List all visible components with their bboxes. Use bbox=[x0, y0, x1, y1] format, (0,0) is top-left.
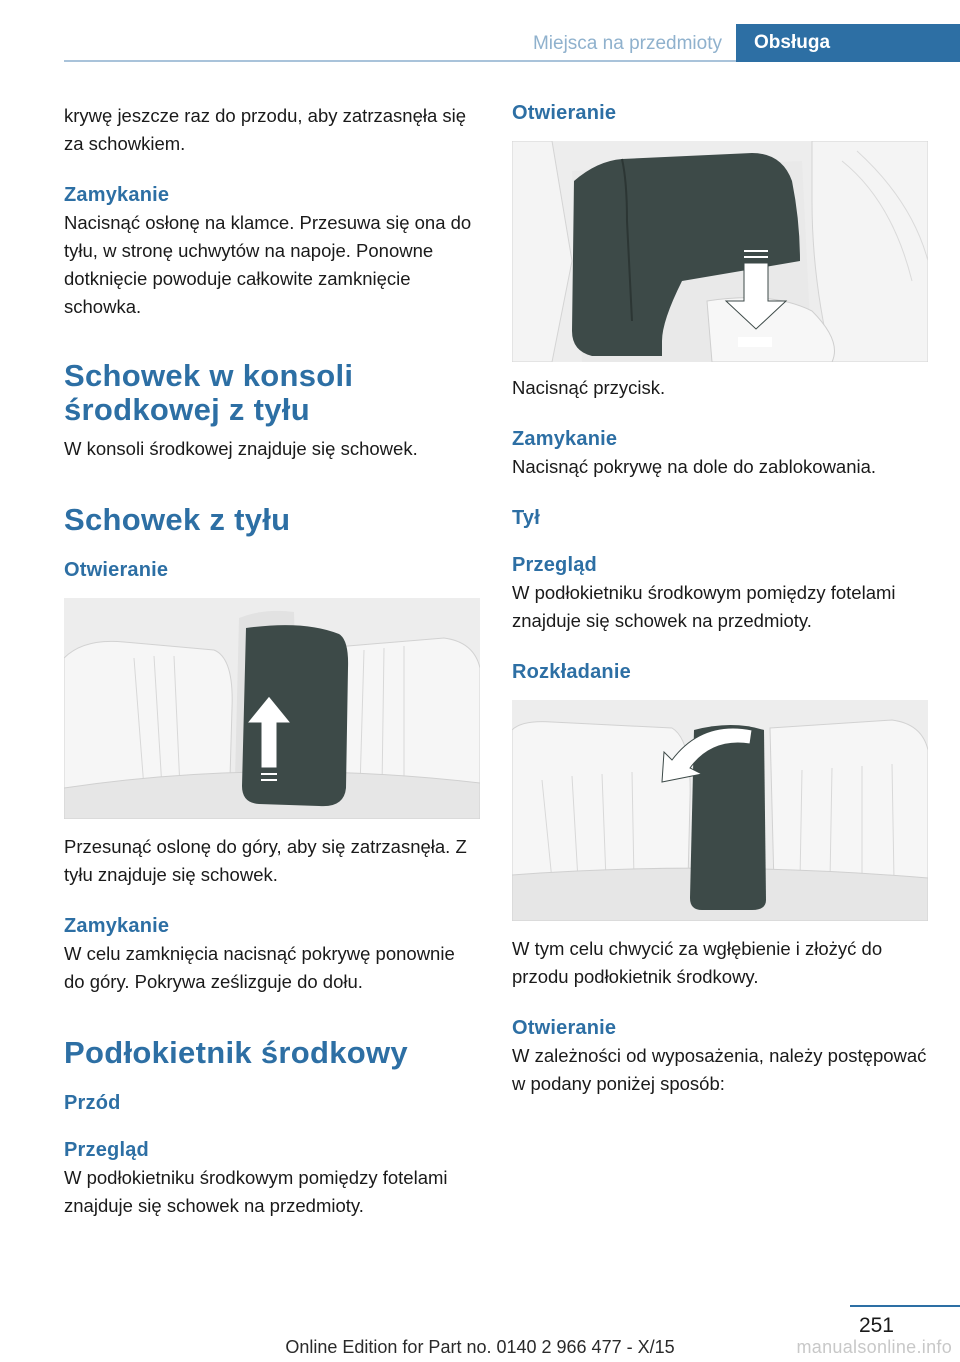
header-section-label: Miejsca na przedmioty bbox=[532, 33, 722, 54]
watermark: manualsonline.info bbox=[796, 1337, 952, 1357]
opening-paragraph-3: W zależności od wyposażenia, należy postępować w podany poniżej sposób: bbox=[512, 1045, 927, 1094]
closing-paragraph-2: W celu zamknięcia nacisnąć pokrywę ponownie do góry. Pokrywa ześlizguje do dołu. bbox=[64, 943, 455, 992]
closing-heading-3: Zamykanie bbox=[512, 428, 618, 450]
overview-heading-2: Przegląd bbox=[512, 554, 597, 576]
heading-rear-storage: Schowek z tyłu bbox=[64, 502, 291, 537]
closing-heading-2: Zamykanie bbox=[64, 915, 170, 937]
press-button-paragraph: Nacisnąć przycisk. bbox=[512, 377, 666, 398]
left-column bbox=[64, 102, 480, 1220]
overview-heading-1: Przegląd bbox=[64, 1139, 149, 1161]
footer-rule bbox=[850, 1305, 960, 1307]
heading-rear-console-storage: Schowek w konsoli środkowej z tyłu bbox=[64, 358, 354, 427]
closing-heading-1: Zamykanie bbox=[64, 184, 170, 206]
unfold-paragraph: W tym celu chwycić za wgłębienie i złożyć do przodu podłokietnik środkowy. bbox=[512, 938, 883, 987]
opening-heading-1: Otwieranie bbox=[64, 559, 169, 581]
front-armrest-figure bbox=[512, 141, 928, 362]
right-column bbox=[512, 102, 928, 1098]
overview-paragraph-2: W podłokietniku środkowym pomiędzy fotelami znajduje się schowek na przedmioty. bbox=[512, 582, 896, 631]
edition-line: Online Edition for Part no. 0140 2 966 477 - X/15 bbox=[285, 1337, 675, 1357]
page-number: 251 bbox=[858, 1314, 894, 1337]
unfold-heading: Rozkładanie bbox=[512, 661, 631, 683]
overview-paragraph-1: W podłokietniku środkowym pomiędzy fotelami znajduje się schowek na przedmioty. bbox=[64, 1167, 448, 1216]
opening-paragraph-1: Przesunąć oslonę do góry, aby się zatrzasnęła. Z tyłu znajduje się schowek. bbox=[64, 836, 467, 885]
closing-paragraph-3: Nacisnąć pokrywę na dole do zablokowania. bbox=[512, 456, 877, 477]
opening-heading-3: Otwieranie bbox=[512, 1017, 617, 1039]
front-heading: Przód bbox=[64, 1092, 121, 1114]
rear-armrest-figure bbox=[512, 700, 928, 921]
heading-center-armrest: Podłokietnik środkowy bbox=[64, 1035, 408, 1070]
rear-storage-figure bbox=[64, 598, 480, 819]
header-tab-obsluga: Obsługa bbox=[736, 24, 960, 62]
closing-paragraph-1: Nacisnąć osłonę na klamce. Przesuwa się ona do tyłu, w stronę uchwytów na napoje. Ponowne dotknięcie powoduje całkowite zamknięcie schowka. bbox=[64, 212, 472, 317]
rear-heading: Tył bbox=[512, 507, 541, 529]
rear-console-paragraph: W konsoli środkowej znajduje się schowek. bbox=[64, 438, 418, 459]
opening-heading-2: Otwieranie bbox=[512, 102, 617, 124]
continued-paragraph: krywę jeszcze raz do przodu, aby zatrzasnęła się za schowkiem. bbox=[64, 105, 467, 154]
